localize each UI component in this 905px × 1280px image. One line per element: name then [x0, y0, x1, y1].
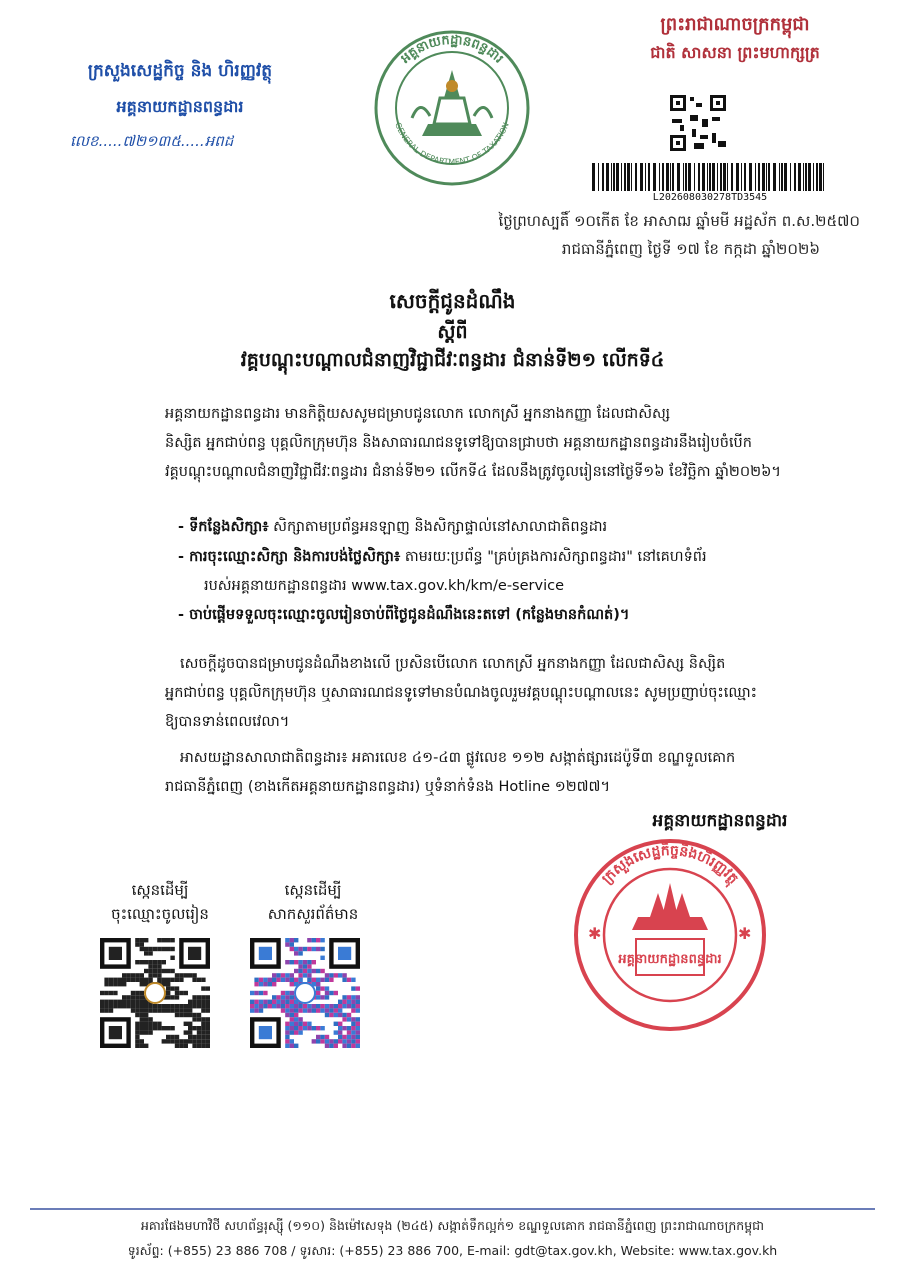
survey-qr-label-line-1: ស្កេនដើម្បី	[284, 881, 342, 899]
survey-qr-label	[238, 878, 388, 926]
official-red-stamp	[570, 835, 770, 1035]
signatory-title: អគ្គនាយកដ្ឋានពន្ធដារ	[652, 811, 788, 831]
footer-divider	[30, 1208, 875, 1210]
register-qr-label	[85, 878, 235, 926]
svg-text:អគ្គនាយកដ្ឋានពន្ធដារ: អគ្គនាយកដ្ឋានពន្ធដារ	[398, 32, 507, 67]
paragraph-1-line-3: វគ្គបណ្តុះបណ្តាលជំនាញវិជ្ជាជីវៈពន្ធដារ ជំនាន់ទី២១ លើកទី៤ ដែលនឹងត្រូវចូលរៀននៅថ្ងៃទី១៦ ខែវិច្ឆិកា ឆ្នាំ២០២៦។	[165, 464, 781, 480]
ministry-name: ក្រសួងសេដ្ឋកិច្ច និង ហិរញ្ញវត្ថុ	[87, 61, 273, 81]
lunar-date: ថ្ងៃព្រហស្បតិ៍ ១០កើត ខែ អាសាឍ ឆ្នាំមមី អដ្ឋស័ក ព.ស.២៥៧០	[498, 212, 860, 230]
paragraph-1-line-1: អគ្គនាយកដ្ឋានពន្ធដារ មានកិត្តិយសសូមជម្រាបជូនលោក លោកស្រី អ្នកនាងកញ្ញា ដែលជាសិស្ស	[165, 406, 671, 422]
paragraph-2-line-2: អ្នកជាប់ពន្ធ បុគ្គលិកក្រុមហ៊ុន ឬសាធារណជនទូទៅមានបំណងចូលរួមវគ្គបណ្តុះបណ្តាលនេះ សូមប្រញាប់ចុះឈ្មោះ	[165, 685, 758, 701]
document-qr-icon	[668, 93, 728, 153]
paragraph-2-line-3: ឱ្យបានទាន់ពេលវេលា។	[165, 714, 290, 730]
notice-subject: វគ្គបណ្តុះបណ្តាលជំនាញវិជ្ជាជីវៈពន្ធដារ ជំនាន់ទី២១ លើកទី៤	[240, 349, 665, 371]
bullet-start-registration: - ចាប់ផ្តើមទទួលចុះឈ្មោះចូលរៀនចាប់ពីថ្ងៃជូនដំណឹងនេះតទៅ (កន្លែងមានកំណត់)។	[178, 607, 630, 623]
svg-text:GENERAL DEPARTMENT OF TAXATION: GENERAL DEPARTMENT OF TAXATION	[393, 121, 511, 167]
paragraph-2-line-1: សេចក្តីដូចបានជម្រាបជូនដំណឹងខាងលើ ប្រសិនបើលោក លោកស្រី អ្នកនាងកញ្ញា ដែលជាសិស្ស និស្សិត	[180, 656, 726, 672]
national-motto: ជាតិ សាសនា ព្រះមហាក្សត្រ	[650, 43, 820, 62]
reference-number: លេខ.....៧២១៣៥.....អពដ	[70, 132, 234, 150]
footer-address: អគារផែងមហាវិថី សហព័ន្ធរុស្ស៊ី (១១០) និងម៉ៅសេទុង (២៤៥) សង្កាត់ទឹកល្អក់១ ខណ្ឌទួលគោក រាជធានីភ្នំពេញ ព្រះរាជាណាចក្រកម្ពុជា	[140, 1218, 765, 1233]
barcode-number: L202608030278TD3545	[652, 192, 768, 203]
bullet-study-location	[178, 513, 858, 542]
svg-text:✱: ✱	[588, 924, 602, 943]
register-qr-label-line-1: ស្កេនដើម្បី	[131, 881, 189, 899]
notice-subtitle: ស្តីពី	[437, 321, 468, 343]
solar-date: រាជធានីភ្នំពេញ ថ្ងៃទី ១៧ ខែ កក្កដា ឆ្នាំ២០២៦	[561, 240, 820, 258]
footer-contact: ទូរស័ព្ទ: (+855) 23 886 708 / ទូរសារ: (+855) 23 886 700, E-mail: gdt@tax.gov.kh, Website: www.tax.gov.kh	[127, 1243, 778, 1258]
bullet-text: សិក្សាតាមប្រព័ន្ធអនឡាញ និងសិក្សាផ្ទាល់នៅសាលាជាតិពន្ធដារ	[268, 519, 608, 535]
survey-qr-label-line-2: សាកសួរព័ត៌មាន	[267, 905, 359, 923]
notice-title: សេចក្តីជូនដំណឹង	[389, 289, 516, 313]
bullet-registration-line-2: របស់អគ្គនាយកដ្ឋានពន្ធដារ www.tax.gov.kh/km/e-service	[204, 578, 565, 594]
document-barcode	[590, 163, 830, 191]
department-name: អគ្គនាយកដ្ឋានពន្ធដារ	[116, 97, 244, 116]
gdt-seal-logo	[372, 28, 532, 188]
paragraph-3-line-2: រាជធានីភ្នំពេញ (ខាងកើតអគ្គនាយកដ្ឋានពន្ធដារ) ឬទំនាក់ទំនង Hotline ១២៧៧។	[165, 779, 611, 795]
register-qr-code[interactable]	[100, 938, 210, 1048]
bullet-registration	[178, 543, 858, 572]
kingdom-title: ព្រះរាជាណាចក្រកម្ពុជា	[660, 14, 810, 35]
bullet-label: - ទីកន្លែងសិក្សា៖	[178, 519, 269, 535]
paragraph-3-line-1: អាសយដ្ឋានសាលាជាតិពន្ធដារ៖ អគារលេខ ៤១-៤៣ ផ្លូវលេខ ១១២ សង្កាត់ផ្សារដេប៉ូទី៣ ខណ្ឌទួលគោក	[180, 750, 736, 766]
register-qr-label-line-2: ចុះឈ្មោះចូលរៀន	[111, 905, 209, 923]
svg-text:✱: ✱	[738, 924, 752, 943]
bullet-label: - ការចុះឈ្មោះសិក្សា និងការបង់ថ្លៃសិក្សា៖	[178, 549, 401, 565]
bullet-text: តាមរយៈប្រព័ន្ធ "គ្រប់គ្រងការសិក្សាពន្ធដារ" នៅគេហទំព័រ	[400, 549, 707, 565]
svg-text:អគ្គនាយកដ្ឋានពន្ធដារ: អគ្គនាយកដ្ឋានពន្ធដារ	[618, 952, 722, 967]
paragraph-1-line-2: និស្សិត អ្នកជាប់ពន្ធ បុគ្គលិកក្រុមហ៊ុន និងសាធារណជនទូទៅឱ្យបានជ្រាបថា អគ្គនាយកដ្ឋានពន្ធដារនឹងរៀបចំបើក	[165, 435, 752, 451]
svg-text:ក្រសួងសេដ្ឋកិច្ចនិងហិរញ្ញវត្ថុ: ក្រសួងសេដ្ឋកិច្ចនិងហិរញ្ញវត្ថុ	[599, 842, 742, 888]
survey-qr-code[interactable]	[250, 938, 360, 1048]
